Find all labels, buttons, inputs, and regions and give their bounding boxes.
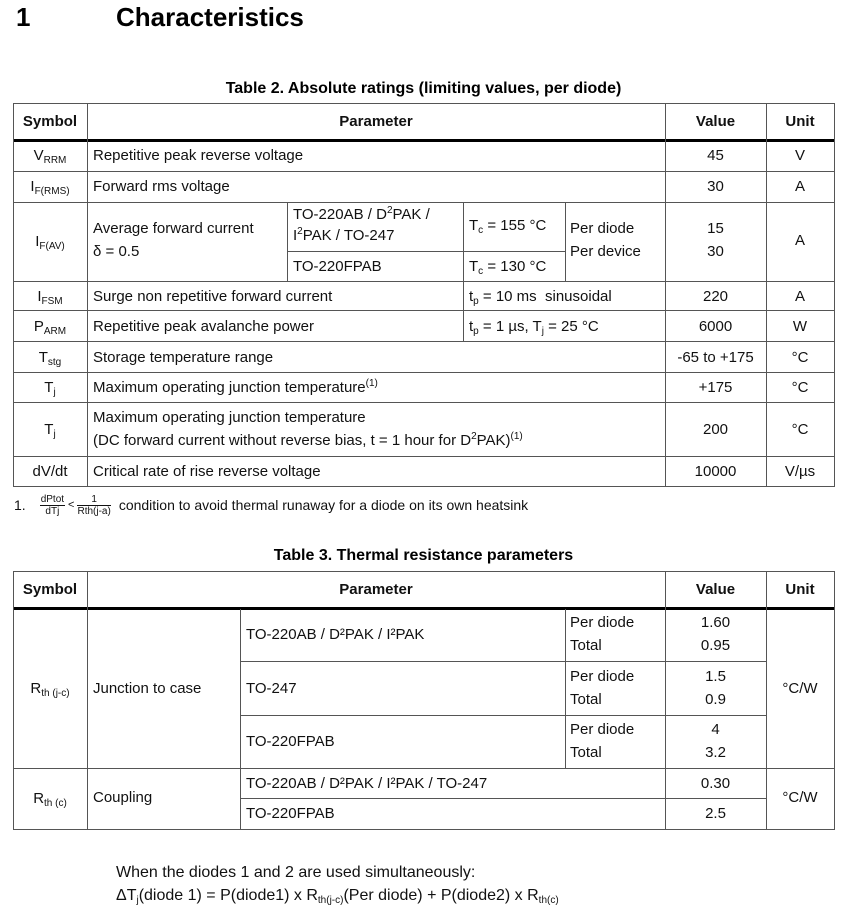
t2-parameter: Forward rms voltage	[93, 178, 230, 195]
t2-value: 200	[702, 421, 729, 438]
t3-package: TO-220FPAB	[246, 805, 335, 822]
t2-value: 30	[707, 178, 724, 195]
t2-symbol: $I_{FSM}$	[37, 288, 63, 307]
t2-parameter: Maximum operating junction temperature	[93, 409, 366, 426]
t3-package: TO-220AB / D²PAK / I²PAK	[246, 626, 425, 643]
t3-unit: °C/W	[782, 680, 818, 697]
t2-condition: $t_p = 1$ µs, $T_j = 25$ °C	[469, 318, 599, 337]
t3-scope: Per diode	[570, 614, 635, 631]
t2-header-unit: Unit	[785, 113, 815, 130]
t2-package: $TO-220AB / D^2PAK$ / $I^2PAK / TO-247$	[293, 205, 430, 244]
section-number: 1	[16, 2, 31, 32]
t3-symbol: $R_{th (j-c)}$	[30, 680, 70, 699]
t2-symbol: $I_{F(AV)}$	[35, 233, 65, 252]
t2-unit: °C	[791, 421, 809, 438]
t2-unit: °C	[791, 379, 809, 396]
t2-header-symbol: Symbol	[22, 113, 78, 130]
t2-unit: V	[794, 147, 805, 164]
t2-header-parameter: Parameter	[339, 113, 413, 130]
t2-value: -65 to +175	[677, 349, 754, 366]
t2-parameter-detail: (DC forward current without reverse bias, t = 1 hour for $D^2PAK)^{(1)}$	[93, 431, 523, 449]
t3-value: 0.9	[705, 691, 726, 708]
t2-unit: A	[794, 178, 805, 195]
t2-condition: $T_c = 130$ °C	[469, 258, 547, 277]
t2-symbol: $I_{F(RMS)}$	[30, 178, 70, 197]
t3-package: TO-220FPAB	[246, 733, 335, 750]
t2-value: 30	[707, 243, 724, 260]
t3-header-parameter: Parameter	[339, 581, 413, 598]
fraction-1-rth: $\frac{1}{\text{Rth(j-a)}}$	[77, 493, 111, 517]
t3-header-symbol: Symbol	[22, 581, 78, 598]
t2-value: 10000	[694, 463, 737, 480]
t3-package: TO-247	[246, 680, 297, 697]
t3-value: 0.30	[700, 775, 731, 792]
section-title: Characteristics	[116, 2, 304, 32]
t2-unit: A	[794, 288, 805, 305]
t2-unit: V/µs	[784, 463, 816, 480]
usage-note	[116, 861, 559, 907]
t3-scope: Per diode	[570, 668, 635, 685]
t2-parameter: Storage temperature range	[93, 349, 274, 366]
t3-parameter: Coupling	[93, 789, 153, 806]
t3-value: 1.60	[700, 614, 731, 631]
t2-parameter-duty: δ = 0.5	[93, 243, 140, 260]
t2-symbol: $P_{ARM}$	[33, 318, 67, 337]
t2-parameter: Critical rate of rise reverse voltage	[93, 463, 321, 480]
t2-value: 15	[707, 220, 724, 237]
t2-package: TO-220FPAB	[293, 258, 382, 275]
t3-scope: Total	[570, 691, 602, 708]
t3-header-unit: Unit	[785, 581, 815, 598]
t2-parameter: Repetitive peak reverse voltage	[93, 147, 304, 164]
t2-symbol: dV/dt	[32, 463, 68, 480]
t2-unit: W	[792, 318, 808, 335]
table3-caption: Table 3. Thermal resistance parameters	[273, 547, 574, 564]
t2-unit: °C	[791, 349, 809, 366]
usage-note-equation: $\Delta T_j(diode$ 1) = P(diode1) x $R_{th(j-c)}(Per$ diode) + P(diode2) x $R_{th(c)}$	[116, 887, 559, 906]
t2-scope: Per device	[570, 243, 641, 260]
t2-parameter: Surge non repetitive forward current	[93, 288, 333, 305]
t2-value: 45	[707, 147, 724, 164]
t3-parameter: Junction to case	[93, 680, 202, 697]
t3-value: 4	[711, 721, 720, 738]
t2-scope: Per diode	[570, 220, 635, 237]
t3-scope: Per diode	[570, 721, 635, 738]
t3-scope: Total	[570, 744, 602, 761]
t2-symbol: $T_j$	[44, 421, 56, 440]
t2-condition: $T_c = 155$ °C	[469, 217, 547, 236]
t2-condition: $t_p = 10$ ms sinusoidal	[469, 288, 612, 307]
fraction-dptot-dtj: $\frac{\text{dPtot}}{\text{dTj}}$	[40, 493, 65, 517]
t3-value: 0.95	[700, 637, 731, 654]
t2-symbol: $T_j$	[44, 379, 56, 398]
t3-scope: Total	[570, 637, 602, 654]
t3-unit: °C/W	[782, 789, 818, 806]
t2-symbol: $T_{stg}$	[38, 349, 62, 368]
t2-header-value: Value	[695, 113, 736, 130]
t3-package: TO-220AB / D²PAK / I²PAK / TO-247	[246, 775, 488, 792]
t2-parameter: Repetitive peak avalanche power	[93, 318, 314, 335]
t2-unit: A	[794, 232, 805, 249]
t2-value: 6000	[698, 318, 733, 335]
usage-note-intro: When the diodes 1 and 2 are used simultaneously:	[116, 864, 476, 881]
t2-parameter: Average forward current	[93, 220, 254, 237]
t3-value: 2.5	[705, 805, 726, 822]
t2-value: 220	[702, 288, 729, 305]
t2-symbol: $V_{RRM}$	[33, 147, 67, 166]
t2-value: +175	[698, 379, 733, 396]
table2-caption: Table 2. Absolute ratings (limiting values, per diode)	[225, 80, 622, 97]
t3-header-value: Value	[695, 581, 736, 598]
table2-footnote: 1. $\frac{\text{dPtot}}{\text{dTj}}$ < $\frac{1}{\text{Rth(j-a)}}$ condition to avoid thermal runaway for a diode on its own heatsink	[14, 493, 529, 517]
t3-value: 3.2	[705, 744, 726, 761]
t3-value: 1.5	[705, 668, 726, 685]
t3-symbol: $R_{th (c)}$	[33, 790, 67, 809]
t2-parameter: Maximum operating junction temperature$^{(1)}$	[93, 378, 378, 396]
